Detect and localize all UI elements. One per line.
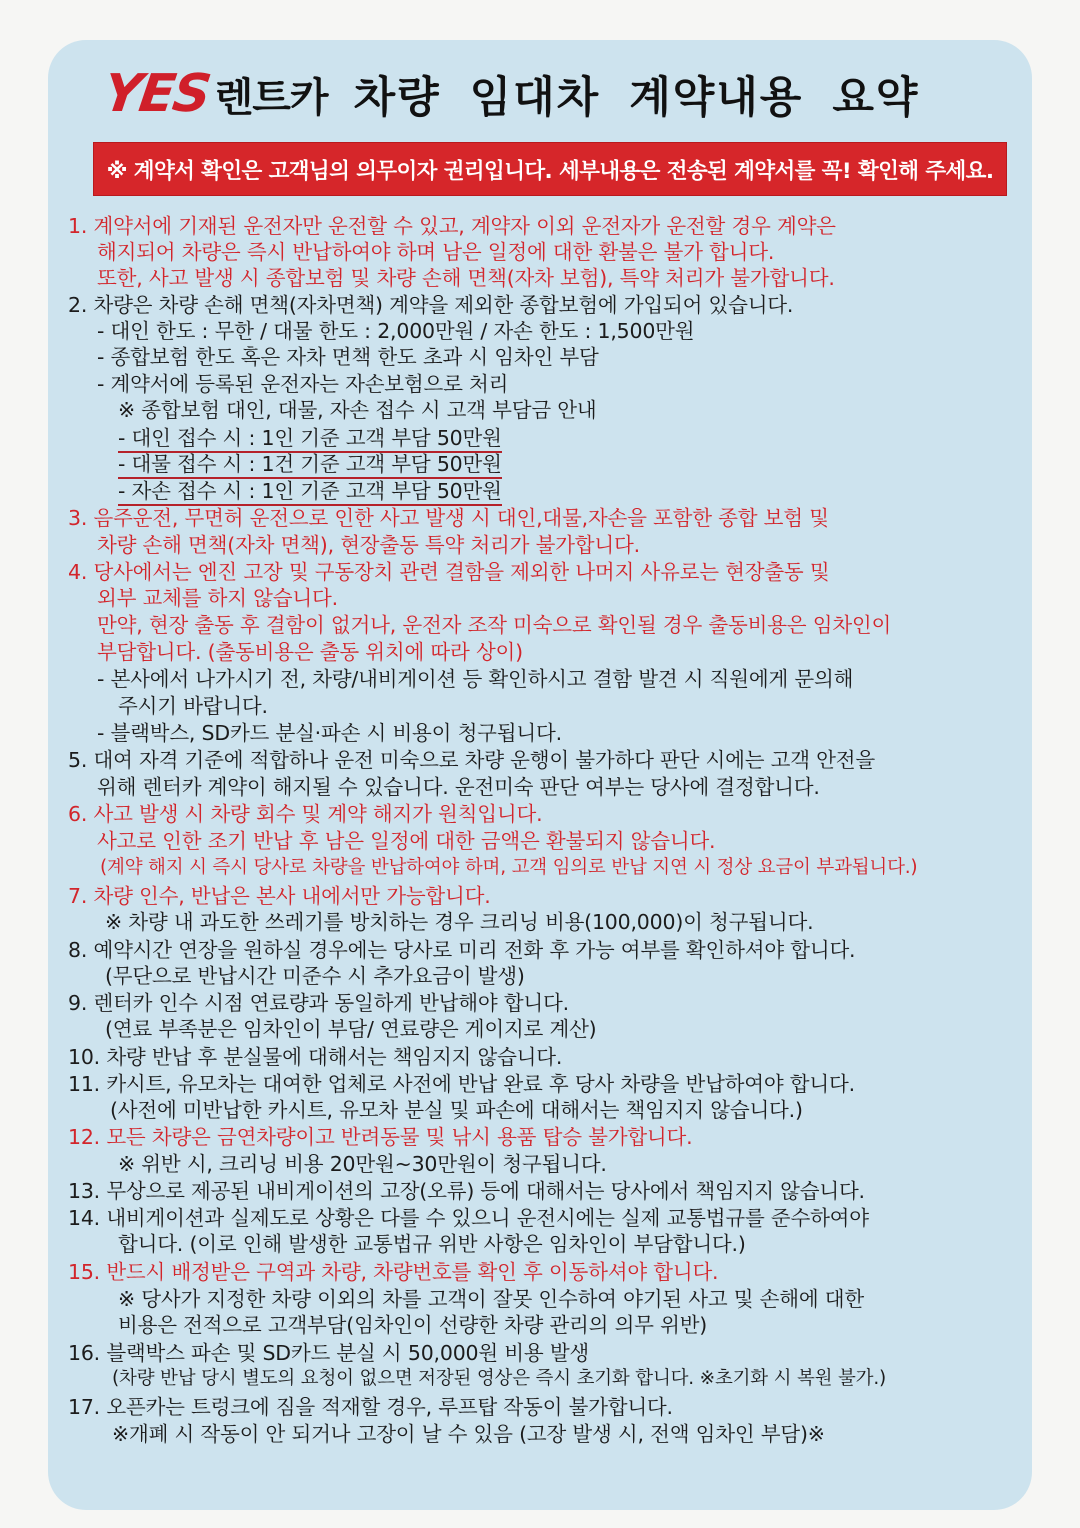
term-line: 8. 예약시간 연장을 원하실 경우에는 당사로 미리 전화 후 가능 여부를 확인하셔야 합니다. [68,938,856,962]
term-line: ※ 차량 내 과도한 쓰레기를 방치하는 경우 크리닝 비용(100,000)이 청구됩니다. [105,910,814,934]
term-line [118,425,502,451]
term-line: 2. 차량은 차량 손해 면책(자차면책) 계약을 제외한 종합보험에 가입되어 있습니다. [68,293,794,317]
term-line: 외부 교체를 하지 않습니다. [97,586,338,610]
term-line: 16. 블랙박스 파손 및 SD카드 분실 시 50,000원 비용 발생 [68,1341,590,1365]
term-line: 6. 사고 발생 시 차량 회수 및 계약 해지가 원칙입니다. [68,802,543,826]
term-line: 5. 대여 자격 기준에 적합하나 운전 미숙으로 차량 운행이 불가하다 판단 시에는 고객 안전을 [68,748,875,772]
page-title: 차량 임대차 계약내용 요약 [353,72,920,123]
term-line: (계약 해지 시 즉시 당사로 차량을 반납하여야 하며, 고객 임의로 반납 지연 시 정상 요금이 부과됩니다.) [100,857,918,878]
term-line: (연료 부족분은 임차인이 부담/ 연료량은 게이지로 계산) [105,1017,597,1041]
brand-logo: YES [99,64,213,124]
term-line: 1. 계약서에 기재된 운전자만 운전할 수 있고, 계약자 이외 운전자가 운전할 경우 계약은 [68,214,836,238]
term-line [118,451,502,477]
term-line: 사고로 인한 조기 반납 후 남은 일정에 대한 금액은 환불되지 않습니다. [97,829,716,853]
term-line: 합니다. (이로 인해 발생한 교통법규 위반 사항은 임차인이 부담합니다.) [118,1232,746,1256]
term-line: 위해 렌터카 계약이 해지될 수 있습니다. 운전미숙 판단 여부는 당사에 결정합니다. [97,775,820,799]
term-line: 차량 손해 면책(자차 면책), 현장출동 특약 처리가 불가합니다. [97,533,640,557]
term-line: ※ 종합보험 대인, 대물, 자손 접수 시 고객 부담금 안내 [118,398,597,422]
term-line: 주시기 바랍니다. [118,694,268,718]
underlined-text: - 대인 접수 시 : 1인 기준 고객 부담 50만원 [118,426,502,453]
term-line: 13. 무상으로 제공된 내비게이션의 고장(오류) 등에 대해서는 당사에서 책임지지 않습니다. [68,1179,865,1203]
term-line: 11. 카시트, 유모차는 대여한 업체로 사전에 반납 완료 후 당사 차량을 반납하여야 합니다. [68,1072,855,1096]
term-line: (사전에 미반납한 카시트, 유모차 분실 및 파손에 대해서는 책임지지 않습니다.) [110,1098,803,1122]
underlined-text: - 자손 접수 시 : 1인 기준 고객 부담 50만원 [118,479,502,506]
term-line: 3. 음주운전, 무면허 운전으로 인한 사고 발생 시 대인,대물,자손을 포함한 종합 보험 및 [68,506,829,530]
term-line: 또한, 사고 발생 시 종합보험 및 차량 손해 면책(자차 보험), 특약 처리가 불가합니다. [97,266,835,290]
term-line [118,478,502,504]
term-line: ※ 당사가 지정한 차량 이외의 차를 고객이 잘못 인수하여 야기된 사고 및 손해에 대한 [118,1287,864,1311]
term-line: 부담합니다. (출동비용은 출동 위치에 따라 상이) [97,640,523,664]
term-line: 14. 내비게이션과 실제도로 상황은 다를 수 있으니 운전시에는 실제 교통법규를 준수하여야 [68,1206,869,1230]
underlined-text: - 대물 접수 시 : 1건 기준 고객 부담 50만원 [118,452,502,479]
term-line: 10. 차량 반납 후 분실물에 대해서는 책임지지 않습니다. [68,1045,563,1069]
term-line: 4. 당사에서는 엔진 고장 및 구동장치 관련 결함을 제외한 나머지 사유로는 현장출동 및 [68,560,830,584]
term-line: ※ 위반 시, 크리닝 비용 20만원~30만원이 청구됩니다. [118,1152,607,1176]
term-line: 17. 오픈카는 트렁크에 짐을 적재할 경우, 루프탑 작동이 불가합니다. [68,1395,673,1419]
term-line: 9. 렌터카 인수 시점 연료량과 동일하게 반납해야 합니다. [68,991,569,1015]
term-line: 12. 모든 차량은 금연차량이고 반려동물 및 낚시 용품 탑승 불가합니다. [68,1125,693,1149]
term-line: 비용은 전적으로 고객부담(임차인이 선량한 차량 관리의 의무 위반) [118,1313,708,1337]
term-line: 해지되어 차량은 즉시 반납하여야 하며 남은 일정에 대한 환불은 불가 합니다. [97,240,775,264]
term-line: 7. 차량 인수, 반납은 본사 내에서만 가능합니다. [68,884,491,908]
term-line: - 대인 한도 : 무한 / 대물 한도 : 2,000만원 / 자손 한도 : 1,500만원 [97,319,695,343]
term-line: 15. 반드시 배정받은 구역과 차량, 차량번호를 확인 후 이동하셔야 합니다. [68,1260,719,1284]
term-line: - 종합보험 한도 혹은 자차 면책 한도 초과 시 임차인 부담 [97,345,599,369]
term-line: - 계약서에 등록된 운전자는 자손보험으로 처리 [97,372,509,396]
brand-logo-sub: 렌트카 [214,74,328,121]
term-line: ※개폐 시 작동이 안 되거나 고장이 날 수 있음 (고장 발생 시, 전액 임차인 부담)※ [112,1422,825,1446]
term-line: (차량 반납 당시 별도의 요청이 없으면 저장된 영상은 즉시 초기화 합니다. ※초기화 시 복원 불가.) [112,1368,887,1389]
term-line: (무단으로 반납시간 미준수 시 추가요금이 발생) [105,964,525,988]
warning-banner: ※ 계약서 확인은 고객님의 의무이자 권리입니다. 세부내용은 전송된 계약서를 꼭! 확인해 주세요. [94,143,1006,195]
term-line: 만약, 현장 출동 후 결함이 없거나, 운전자 조작 미숙으로 확인될 경우 출동비용은 임차인이 [97,613,892,637]
term-line: - 본사에서 나가시기 전, 차량/내비게이션 등 확인하시고 결함 발견 시 직원에게 문의해 [97,667,854,691]
term-line: - 블랙박스, SD카드 분실·파손 시 비용이 청구됩니다. [97,721,562,745]
